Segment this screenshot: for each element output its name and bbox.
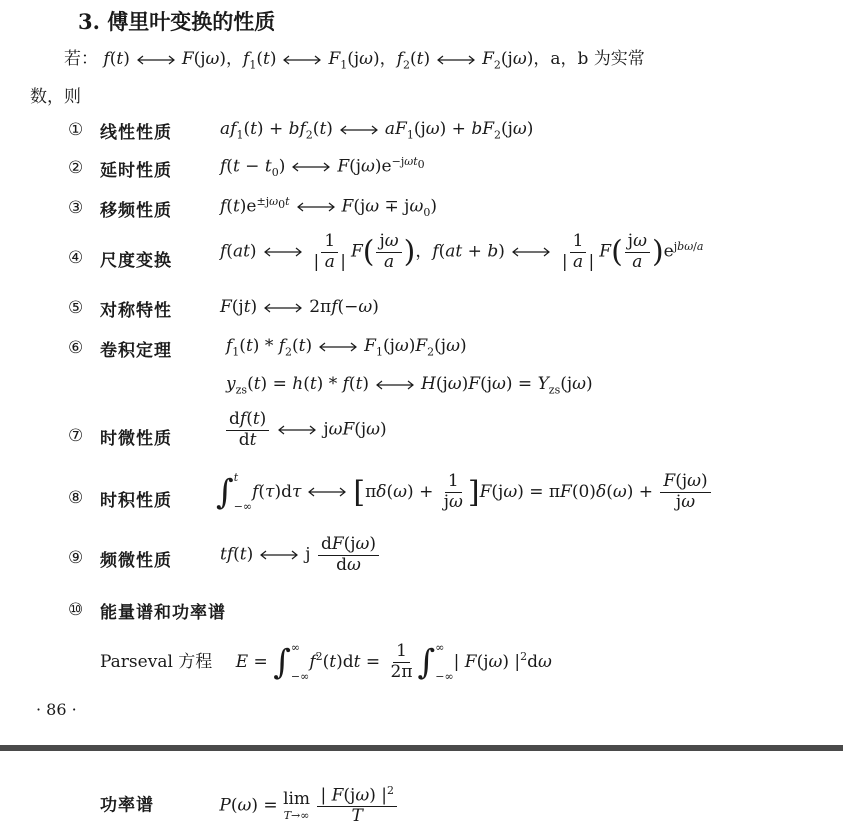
item-number: ⑨ — [68, 548, 84, 568]
page-divider — [0, 745, 843, 751]
property-label: 移频性质 — [100, 201, 172, 221]
transform-arrow-icon — [263, 303, 303, 313]
property-label: 时积性质 — [100, 491, 172, 511]
transform-arrow-icon — [296, 202, 336, 212]
parseval-line: Parseval 方程 E = ∫∞ $-\infty f^2(t)dt$ = $\frac{1}{2\pi}$ ∫∞ −∞| F(jω) $|^2d\omega$ — [100, 641, 552, 684]
page-number: · 86 · — [36, 700, 77, 719]
item-number: ⑥ — [68, 338, 84, 358]
property-label: 延时性质 — [100, 161, 172, 181]
transform-arrow-icon — [259, 550, 299, 560]
property-label: 尺度变换 — [100, 251, 172, 271]
property-label: 能量谱和功率谱 — [100, 603, 226, 623]
property-label: 线性性质 — [100, 123, 172, 143]
item-number: ⑩ — [68, 600, 84, 620]
item-number: ③ — [68, 198, 84, 218]
formula-scaling: f(at) $\frac{1}{| a |}$ F( $\frac{j\omega}{a}$ )，f(at + b) $\frac{1}{| a |}$ F( $\frac{j\omega}{a}$ )$e^{jb\omega/a}$ — [220, 231, 704, 272]
transform-arrow-icon — [282, 55, 322, 65]
item-number: ⑧ — [68, 488, 84, 508]
property-label: 频微性质 — [100, 551, 172, 571]
transform-arrow-icon — [263, 247, 303, 257]
formula-zero-state-response: $y_{zs}(t) = h(t) * f(t) H(j\omega)F(j\omega) = Y_{zs}(j\omega)$ — [226, 374, 593, 397]
formula-freq-shift: $f(t)e^{\pm j\omega_0t}$ $F(j\omega \mp j\omega_0)$ — [220, 195, 437, 220]
formula-linearity: $af_1(t) + bf_2(t) aF_1(j\omega) + bF_2(j\omega)$ — [220, 119, 534, 142]
formula-time-integral: ∫ t −∞f(τ)dτ [πδ(ω) + $\frac{1}{j\omega}$ ]F(jω) = πF(0)δ(ω) + $\frac{F(j\omega)}{j\omega}$ — [216, 470, 713, 515]
transform-arrow-icon — [375, 380, 415, 390]
intro-line-2: 数，则 — [30, 87, 81, 107]
power-spectrum-line: 功率谱 P(ω) = lim T→∞ $\frac{| F(j\omega) |^2}{T}$ — [100, 785, 399, 827]
transform-arrow-icon — [339, 125, 379, 135]
formula-time-derivative: $\frac{df(t)}{dt}$ jωF(jω) — [224, 410, 387, 450]
formula-symmetry: F(jt) 2πf(−ω) — [220, 297, 379, 317]
item-number: ⑤ — [68, 298, 84, 318]
power-spectrum-label: 功率谱 — [100, 795, 154, 816]
formula-convolution: $f_1(t) * f_2(t)$ $F_1(j\omega)F_2(j\omega)$ — [226, 336, 467, 359]
intro-line — [64, 44, 645, 71]
section-title: 3. 傅里叶变换的性质 — [78, 9, 276, 34]
intro-formula: f(t) F(jω)，$f_1(t)$ $F_1(j\omega)$，$f_2(t)$ $F_2(j\omega)$ — [103, 49, 534, 72]
intro-lead: 若： — [64, 49, 98, 69]
item-number: ⑦ — [68, 426, 84, 446]
item-number: ② — [68, 158, 84, 178]
intro-tail: ，a，b 为实常 — [533, 49, 645, 69]
transform-arrow-icon — [307, 487, 347, 497]
transform-arrow-icon — [511, 247, 551, 257]
transform-arrow-icon — [318, 342, 358, 352]
property-label: 时微性质 — [100, 429, 172, 449]
transform-arrow-icon — [277, 425, 317, 435]
transform-arrow-icon — [436, 55, 476, 65]
transform-arrow-icon — [291, 162, 331, 172]
item-number: ④ — [68, 248, 84, 268]
item-number: ① — [68, 120, 84, 140]
formula-freq-derivative: tf(t) j $\frac{dF(j\omega)}{d\omega}$ — [220, 535, 381, 575]
property-label: 卷积定理 — [100, 341, 172, 361]
formula-time-shift: $f(t - t_0)$ $F(j\omega)e^{-j\omega t_0}$ — [220, 155, 425, 180]
parseval-label: Parseval 方程 — [100, 651, 213, 672]
property-label: 对称特性 — [100, 301, 172, 321]
transform-arrow-icon — [136, 55, 176, 65]
